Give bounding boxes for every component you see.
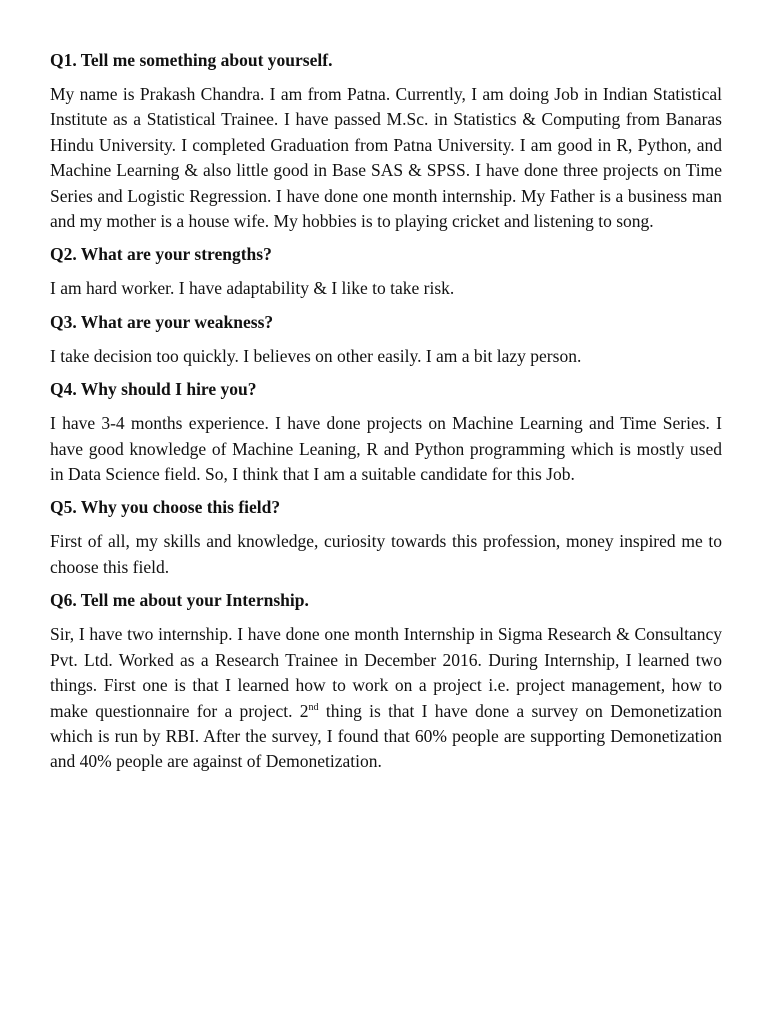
question-heading: Q3. What are your weakness? xyxy=(50,311,274,332)
qa-block-q3 xyxy=(50,310,722,369)
answer-paragraph: First of all, my skills and knowledge, curiosity towards this profession, money inspired me to choose this field. xyxy=(50,531,722,577)
question-heading: Q5. Why you choose this field? xyxy=(50,497,281,518)
qa-block-q2 xyxy=(50,242,722,301)
document-page xyxy=(50,48,722,783)
qa-block-q5 xyxy=(50,495,722,580)
answer-paragraph xyxy=(50,622,722,774)
answer-paragraph: I take decision too quickly. I believes on other easily. I am a bit lazy person. xyxy=(50,345,582,366)
qa-block-q6 xyxy=(50,588,722,774)
ordinal-superscript: nd xyxy=(308,701,319,713)
answer-text-part2: thing is that I have done a survey on Demonetization which is run by RBI. After the survey, I found that 60% people are supporting Demonetization and 40% people are against of Demonetization. xyxy=(50,700,722,772)
question-heading: Q4. Why should I hire you? xyxy=(50,379,257,400)
qa-block-q4 xyxy=(50,377,722,487)
answer-paragraph: I am hard worker. I have adaptability & I like to take risk. xyxy=(50,278,455,299)
question-heading: Q2. What are your strengths? xyxy=(50,244,272,265)
answer-paragraph: I have 3-4 months experience. I have done projects on Machine Learning and Time Series. I have good knowledge of Machine Leaning, R and Python programming which is mostly used in Data Science field. So, I think that I am a suitable candidate for this Job. xyxy=(50,413,722,485)
answer-text-part1: Sir, I have two internship. I have done one month Internship in Sigma Research & Consultancy Pvt. Ltd. Worked as a Research Trainee in December 2016. During Internship, I learned two things. First one is that I learned how to work on a project i.e. project management, how to make questionnaire for a project. 2 xyxy=(50,624,722,721)
question-heading: Q6. Tell me about your Internship. xyxy=(50,590,309,611)
answer-paragraph: My name is Prakash Chandra. I am from Patna. Currently, I am doing Job in Indian Statistical Institute as a Statistical Trainee. I have passed M.Sc. in Statistics & Computing from Banaras Hindu University. I completed Graduation from Patna University. I am good in R, Python, and Machine Learning & also little good in Base SAS & SPSS. I have done three projects on Time Series and Logistic Regression. I have done one month internship. My Father is a business man and my mother is a house wife. My hobbies is to playing cricket and listening to song. xyxy=(50,84,722,232)
question-heading: Q1. Tell me something about yourself. xyxy=(50,50,333,70)
qa-block-q1 xyxy=(50,48,722,234)
